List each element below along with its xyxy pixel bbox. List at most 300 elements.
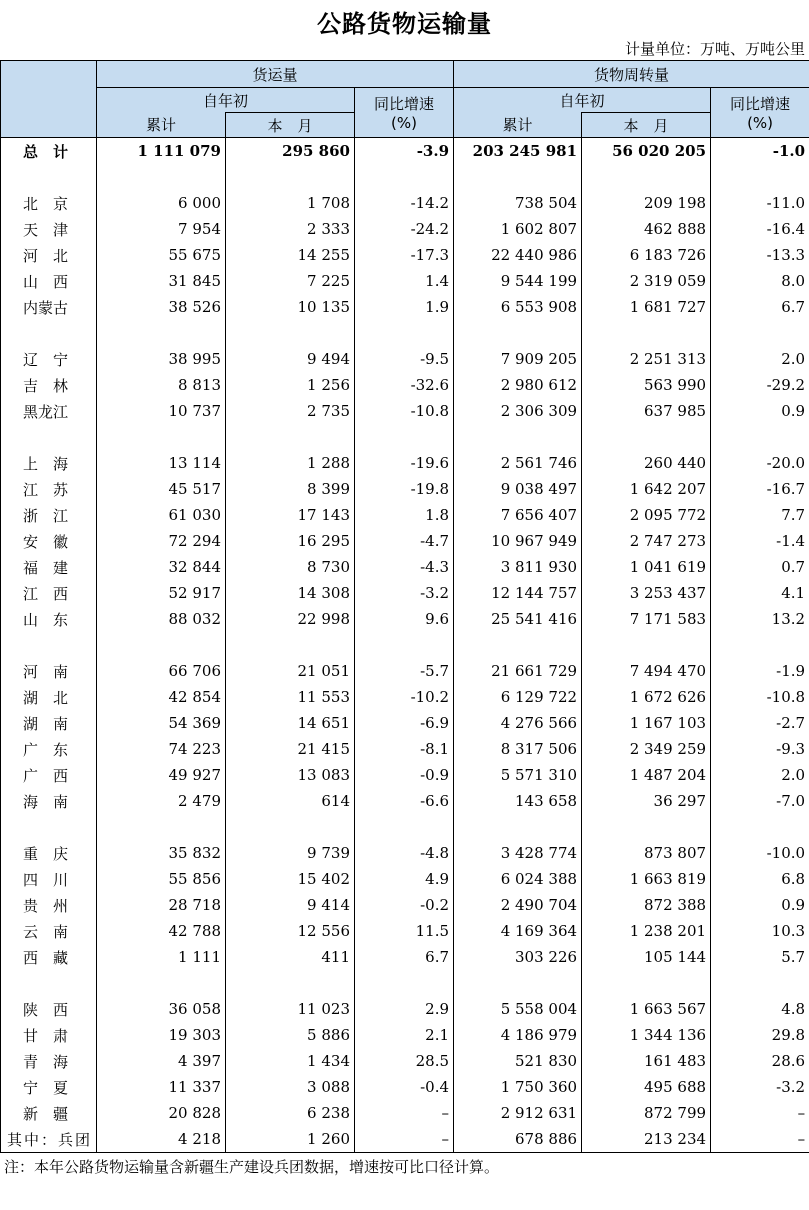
volume-yoy-cell: – (355, 1100, 454, 1126)
turnover-month-cell: 56 020 205 (582, 138, 711, 165)
spacer-cell (711, 424, 809, 450)
spacer-row (1, 632, 809, 658)
volume-yoy-cell: 1.8 (355, 502, 454, 528)
turnover-ytd-cell: 1 750 360 (454, 1074, 582, 1100)
spacer-cell (454, 814, 582, 840)
spacer-cell (97, 970, 226, 996)
volume-ytd-cell: 38 995 (97, 346, 226, 372)
table-row (1, 1100, 809, 1126)
turnover-ytd-cell: 10 967 949 (454, 528, 582, 554)
volume-month-cell: 1 260 (226, 1126, 355, 1153)
turnover-month-cell: 213 234 (582, 1126, 711, 1153)
volume-yoy-cell: -10.2 (355, 684, 454, 710)
volume-yoy-cell: 2.9 (355, 996, 454, 1022)
turnover-month-cell: 2 319 059 (582, 268, 711, 294)
turnover-yoy-cell: -11.0 (711, 190, 809, 216)
spacer-cell (97, 424, 226, 450)
turnover-month-cell: 1 681 727 (582, 294, 711, 320)
turnover-yoy-cell: 29.8 (711, 1022, 809, 1048)
turnover-yoy-cell: 10.3 (711, 918, 809, 944)
volume-ytd-cell: 2 479 (97, 788, 226, 814)
region-name: 海 南 (1, 788, 97, 814)
turnover-ytd-cell: 22 440 986 (454, 242, 582, 268)
table-row (1, 190, 809, 216)
region-name: 宁 夏 (1, 1074, 97, 1100)
turnover-month-cell: 637 985 (582, 398, 711, 424)
volume-month-cell: 8 399 (226, 476, 355, 502)
turnover-month-cell: 462 888 (582, 216, 711, 242)
turnover-month-cell: 2 095 772 (582, 502, 711, 528)
turnover-month-cell: 1 167 103 (582, 710, 711, 736)
volume-month-cell: 15 402 (226, 866, 355, 892)
turnover-yoy-cell: 13.2 (711, 606, 809, 632)
volume-ytd-cell: 13 114 (97, 450, 226, 476)
turnover-yoy-cell: 5.7 (711, 944, 809, 970)
volume-month-cell: 11 553 (226, 684, 355, 710)
region-name: 吉 林 (1, 372, 97, 398)
turnover-month-cell: 1 238 201 (582, 918, 711, 944)
volume-month-cell: 10 135 (226, 294, 355, 320)
freight-turnover-header: 货物周转量 (454, 61, 809, 88)
volume-yoy-cell: -3.9 (355, 138, 454, 165)
table-row (1, 554, 809, 580)
spacer-cell (226, 814, 355, 840)
volume-yoy-cell: -19.6 (355, 450, 454, 476)
volume-ytd-cell: 49 927 (97, 762, 226, 788)
turnover-month-cell: 7 171 583 (582, 606, 711, 632)
volume-ytd-cell: 1 111 079 (97, 138, 226, 165)
table-row (1, 918, 809, 944)
spacer-cell (454, 970, 582, 996)
turnover-ytd-cell: 6 129 722 (454, 684, 582, 710)
volume-month-cell: 9 494 (226, 346, 355, 372)
footnote: 注：本年公路货物运输量含新疆生产建设兵团数据，增速按可比口径计算。 (4, 1158, 500, 1176)
volume-yoy-cell: 2.1 (355, 1022, 454, 1048)
table-row (1, 242, 809, 268)
turnover-ytd-cell: 9 038 497 (454, 476, 582, 502)
volume-yoy-cell: -0.4 (355, 1074, 454, 1100)
region-name: 黑龙江 (1, 398, 97, 424)
turnover-ytd-cell: 7 909 205 (454, 346, 582, 372)
turnover-ytd-cell: 6 024 388 (454, 866, 582, 892)
spacer-cell (226, 424, 355, 450)
region-name: 内蒙古 (1, 294, 97, 320)
volume-month-cell: 16 295 (226, 528, 355, 554)
volume-month-cell: 614 (226, 788, 355, 814)
volume-yoy-cell: 1.9 (355, 294, 454, 320)
volume-yoy-cell: -6.9 (355, 710, 454, 736)
turnover-month-cell: 1 663 819 (582, 866, 711, 892)
spacer-cell (711, 814, 809, 840)
volume-month-cell: 14 255 (226, 242, 355, 268)
spacer-cell (711, 164, 809, 190)
turnover-yoy-cell: -13.3 (711, 242, 809, 268)
volume-month-cell: 411 (226, 944, 355, 970)
volume-yoy-line2: (%) (391, 114, 417, 132)
freight-volume-header: 货运量 (97, 61, 454, 88)
volume-ytd-cell: 7 954 (97, 216, 226, 242)
turnover-yoy-cell: -9.3 (711, 736, 809, 762)
region-name: 广 西 (1, 762, 97, 788)
volume-yoy-header (355, 88, 454, 138)
volume-ytd-cell: 1 111 (97, 944, 226, 970)
table-row (1, 658, 809, 684)
volume-ytd-cell: 72 294 (97, 528, 226, 554)
volume-cumulative-header: 累计 (97, 113, 226, 138)
turnover-yoy-cell: -1.0 (711, 138, 809, 165)
volume-yoy-cell: -4.8 (355, 840, 454, 866)
spacer-cell (711, 632, 809, 658)
turnover-yoy-cell: 8.0 (711, 268, 809, 294)
turnover-ytd-cell: 4 169 364 (454, 918, 582, 944)
volume-ytd-cell: 61 030 (97, 502, 226, 528)
volume-yoy-line1: 同比增速 (374, 95, 435, 113)
region-name: 广 东 (1, 736, 97, 762)
turnover-month-cell: 563 990 (582, 372, 711, 398)
volume-month-cell: 13 083 (226, 762, 355, 788)
table-row (1, 606, 809, 632)
volume-yoy-cell: – (355, 1126, 454, 1153)
turnover-yoy-cell: -10.0 (711, 840, 809, 866)
volume-yoy-cell: -6.6 (355, 788, 454, 814)
turnover-ytd-cell: 4 276 566 (454, 710, 582, 736)
volume-month-cell: 7 225 (226, 268, 355, 294)
spacer-row (1, 970, 809, 996)
turnover-month-cell: 2 349 259 (582, 736, 711, 762)
spacer-cell (1, 814, 97, 840)
volume-month-cell: 11 023 (226, 996, 355, 1022)
volume-ytd-cell: 8 813 (97, 372, 226, 398)
volume-yoy-cell: 1.4 (355, 268, 454, 294)
volume-ytd-cell: 6 000 (97, 190, 226, 216)
turnover-ytd-cell: 8 317 506 (454, 736, 582, 762)
turnover-yoy-cell: 0.7 (711, 554, 809, 580)
spacer-cell (1, 164, 97, 190)
table-row (1, 684, 809, 710)
volume-ytd-cell: 35 832 (97, 840, 226, 866)
volume-yoy-cell: -5.7 (355, 658, 454, 684)
volume-month-cell: 5 886 (226, 1022, 355, 1048)
turnover-yoy-cell: 6.8 (711, 866, 809, 892)
turnover-ytd-cell: 2 306 309 (454, 398, 582, 424)
region-name: 总 计 (1, 138, 97, 165)
spacer-cell (454, 424, 582, 450)
table-body (1, 138, 809, 1153)
table-row (1, 476, 809, 502)
region-name: 新 疆 (1, 1100, 97, 1126)
turnover-yoy-cell: 0.9 (711, 398, 809, 424)
spacer-cell (97, 164, 226, 190)
turnover-yoy-cell: -16.4 (711, 216, 809, 242)
turnover-yoy-cell: 28.6 (711, 1048, 809, 1074)
table-row (1, 866, 809, 892)
volume-ytd-cell: 20 828 (97, 1100, 226, 1126)
spacer-cell (582, 320, 711, 346)
turnover-yoy-cell: -3.2 (711, 1074, 809, 1100)
turnover-month-cell: 161 483 (582, 1048, 711, 1074)
volume-ytd-cell: 45 517 (97, 476, 226, 502)
volume-month-cell: 22 998 (226, 606, 355, 632)
spacer-cell (226, 164, 355, 190)
volume-yoy-cell: -4.3 (355, 554, 454, 580)
volume-ytd-cell: 4 218 (97, 1126, 226, 1153)
volume-yoy-cell: -9.5 (355, 346, 454, 372)
turnover-month-cell: 1 672 626 (582, 684, 711, 710)
volume-month-cell: 8 730 (226, 554, 355, 580)
table-row (1, 346, 809, 372)
turnover-yoy-cell: -16.7 (711, 476, 809, 502)
region-name: 河 北 (1, 242, 97, 268)
turnover-ytd-cell: 521 830 (454, 1048, 582, 1074)
turnover-month-cell: 209 198 (582, 190, 711, 216)
table-row (1, 736, 809, 762)
table-row (1, 268, 809, 294)
region-header-cell (1, 61, 97, 138)
volume-ytd-cell: 66 706 (97, 658, 226, 684)
turnover-ytd-cell: 6 553 908 (454, 294, 582, 320)
total-row (1, 138, 809, 165)
table-row (1, 1022, 809, 1048)
turnover-yoy-cell: 4.1 (711, 580, 809, 606)
volume-yoy-cell: 28.5 (355, 1048, 454, 1074)
volume-month-cell: 2 735 (226, 398, 355, 424)
table-row (1, 372, 809, 398)
spacer-cell (355, 164, 454, 190)
turnover-month-cell: 872 388 (582, 892, 711, 918)
region-name: 浙 江 (1, 502, 97, 528)
table-row (1, 710, 809, 736)
region-name: 其中：兵团 (1, 1126, 97, 1153)
turnover-yoy-cell: 4.8 (711, 996, 809, 1022)
turnover-ytd-cell: 2 980 612 (454, 372, 582, 398)
spacer-cell (582, 632, 711, 658)
turnover-yoy-cell: -1.9 (711, 658, 809, 684)
volume-ytd-cell: 42 854 (97, 684, 226, 710)
turnover-month-cell: 6 183 726 (582, 242, 711, 268)
spacer-cell (355, 970, 454, 996)
volume-month-cell: 1 434 (226, 1048, 355, 1074)
spacer-cell (1, 424, 97, 450)
volume-month-cell: 14 308 (226, 580, 355, 606)
table-row (1, 398, 809, 424)
turnover-month-cell: 1 487 204 (582, 762, 711, 788)
volume-ytd-cell: 55 856 (97, 866, 226, 892)
volume-yoy-cell: -19.8 (355, 476, 454, 502)
region-name: 云 南 (1, 918, 97, 944)
volume-yoy-cell: 11.5 (355, 918, 454, 944)
spacer-row (1, 814, 809, 840)
volume-yoy-cell: 6.7 (355, 944, 454, 970)
volume-yoy-cell: -32.6 (355, 372, 454, 398)
turnover-ytd-cell: 678 886 (454, 1126, 582, 1153)
volume-month-cell: 21 051 (226, 658, 355, 684)
turnover-yoy-cell: -20.0 (711, 450, 809, 476)
turnover-month-cell: 1 663 567 (582, 996, 711, 1022)
volume-ytd-cell: 88 032 (97, 606, 226, 632)
turnover-ytd-cell: 2 490 704 (454, 892, 582, 918)
region-name: 西 藏 (1, 944, 97, 970)
volume-yoy-cell: -17.3 (355, 242, 454, 268)
table-row (1, 580, 809, 606)
spacer-row (1, 164, 809, 190)
table-row (1, 762, 809, 788)
volume-ytd-cell: 42 788 (97, 918, 226, 944)
table-row (1, 450, 809, 476)
volume-ytd-cell: 38 526 (97, 294, 226, 320)
turnover-month-cell: 260 440 (582, 450, 711, 476)
spacer-cell (1, 632, 97, 658)
table-row (1, 528, 809, 554)
region-name: 四 川 (1, 866, 97, 892)
volume-yoy-cell: -10.8 (355, 398, 454, 424)
volume-yoy-cell: 9.6 (355, 606, 454, 632)
table-row (1, 840, 809, 866)
volume-month-cell: 1 708 (226, 190, 355, 216)
table-row (1, 294, 809, 320)
turnover-yoy-line1: 同比增速 (730, 95, 791, 113)
region-name: 重 庆 (1, 840, 97, 866)
turnover-yoy-header (711, 88, 809, 138)
volume-month-cell: 9 414 (226, 892, 355, 918)
volume-ytd-cell: 4 397 (97, 1048, 226, 1074)
turnover-yoy-cell: -2.7 (711, 710, 809, 736)
turnover-ytd-cell: 7 656 407 (454, 502, 582, 528)
turnover-ytd-cell: 3 428 774 (454, 840, 582, 866)
turnover-yoy-cell: 6.7 (711, 294, 809, 320)
spacer-cell (582, 164, 711, 190)
spacer-cell (582, 970, 711, 996)
region-name: 山 西 (1, 268, 97, 294)
volume-month-cell: 14 651 (226, 710, 355, 736)
volume-ytd-cell: 54 369 (97, 710, 226, 736)
volume-ytd-cell: 10 737 (97, 398, 226, 424)
volume-yoy-cell: -8.1 (355, 736, 454, 762)
region-name: 天 津 (1, 216, 97, 242)
volume-yoy-cell: -14.2 (355, 190, 454, 216)
table-header (1, 61, 809, 138)
volume-yoy-cell: 4.9 (355, 866, 454, 892)
table-row (1, 1126, 809, 1153)
table-row (1, 216, 809, 242)
turnover-ytd-cell: 5 571 310 (454, 762, 582, 788)
turnover-ytd-cell: 2 912 631 (454, 1100, 582, 1126)
region-name: 北 京 (1, 190, 97, 216)
region-name: 江 西 (1, 580, 97, 606)
turnover-month-cell: 2 251 313 (582, 346, 711, 372)
table-row (1, 788, 809, 814)
region-name: 辽 宁 (1, 346, 97, 372)
turnover-yoy-cell: – (711, 1126, 809, 1153)
spacer-row (1, 424, 809, 450)
spacer-cell (97, 320, 226, 346)
turnover-yoy-cell: – (711, 1100, 809, 1126)
turnover-yoy-cell: 7.7 (711, 502, 809, 528)
spacer-cell (582, 424, 711, 450)
spacer-cell (711, 320, 809, 346)
turnover-ytd-cell: 9 544 199 (454, 268, 582, 294)
volume-ytd-cell: 28 718 (97, 892, 226, 918)
turnover-yoy-cell: 2.0 (711, 762, 809, 788)
region-name: 福 建 (1, 554, 97, 580)
turnover-ytd-cell: 12 144 757 (454, 580, 582, 606)
turnover-ytd-cell: 203 245 981 (454, 138, 582, 165)
turnover-month-cell: 105 144 (582, 944, 711, 970)
turnover-month-cell: 3 253 437 (582, 580, 711, 606)
turnover-ytd-cell: 3 811 930 (454, 554, 582, 580)
volume-month-cell: 21 415 (226, 736, 355, 762)
region-name: 上 海 (1, 450, 97, 476)
volume-month-cell: 9 739 (226, 840, 355, 866)
volume-ytd-cell: 36 058 (97, 996, 226, 1022)
spacer-cell (454, 164, 582, 190)
turnover-yoy-cell: -29.2 (711, 372, 809, 398)
turnover-ytd-cell: 303 226 (454, 944, 582, 970)
volume-yoy-cell: -24.2 (355, 216, 454, 242)
table-row (1, 502, 809, 528)
turnover-month-cell: 36 297 (582, 788, 711, 814)
volume-yoy-cell: -4.7 (355, 528, 454, 554)
table-row (1, 892, 809, 918)
volume-ytd-cell: 52 917 (97, 580, 226, 606)
spacer-cell (582, 814, 711, 840)
table-row (1, 996, 809, 1022)
volume-month-header: 本 月 (226, 113, 355, 138)
turnover-cumulative-header: 累计 (454, 113, 582, 138)
turnover-ytd-cell: 21 661 729 (454, 658, 582, 684)
volume-ytd-cell: 55 675 (97, 242, 226, 268)
region-name: 陕 西 (1, 996, 97, 1022)
volume-yoy-cell: -0.9 (355, 762, 454, 788)
volume-ytd-header: 自年初 (97, 88, 355, 113)
turnover-ytd-cell: 1 602 807 (454, 216, 582, 242)
unit-label: 计量单位：万吨、万吨公里 (624, 40, 805, 58)
turnover-month-cell: 1 041 619 (582, 554, 711, 580)
turnover-month-cell: 495 688 (582, 1074, 711, 1100)
volume-month-cell: 2 333 (226, 216, 355, 242)
turnover-yoy-cell: -10.8 (711, 684, 809, 710)
region-name: 江 苏 (1, 476, 97, 502)
spacer-cell (355, 320, 454, 346)
spacer-cell (454, 320, 582, 346)
volume-ytd-cell: 74 223 (97, 736, 226, 762)
spacer-cell (355, 424, 454, 450)
turnover-month-cell: 2 747 273 (582, 528, 711, 554)
region-name: 青 海 (1, 1048, 97, 1074)
turnover-ytd-cell: 2 561 746 (454, 450, 582, 476)
volume-ytd-cell: 11 337 (97, 1074, 226, 1100)
turnover-month-cell: 872 799 (582, 1100, 711, 1126)
region-name: 湖 南 (1, 710, 97, 736)
turnover-yoy-cell: 2.0 (711, 346, 809, 372)
region-name: 河 南 (1, 658, 97, 684)
turnover-month-cell: 7 494 470 (582, 658, 711, 684)
region-name: 甘 肃 (1, 1022, 97, 1048)
volume-yoy-cell: -3.2 (355, 580, 454, 606)
spacer-cell (1, 970, 97, 996)
volume-month-cell: 17 143 (226, 502, 355, 528)
spacer-cell (1, 320, 97, 346)
spacer-cell (226, 632, 355, 658)
turnover-ytd-cell: 738 504 (454, 190, 582, 216)
turnover-ytd-cell: 25 541 416 (454, 606, 582, 632)
volume-month-cell: 6 238 (226, 1100, 355, 1126)
volume-ytd-cell: 19 303 (97, 1022, 226, 1048)
spacer-row (1, 320, 809, 346)
volume-month-cell: 1 256 (226, 372, 355, 398)
volume-month-cell: 3 088 (226, 1074, 355, 1100)
turnover-yoy-line2: (%) (747, 114, 774, 132)
spacer-cell (711, 970, 809, 996)
